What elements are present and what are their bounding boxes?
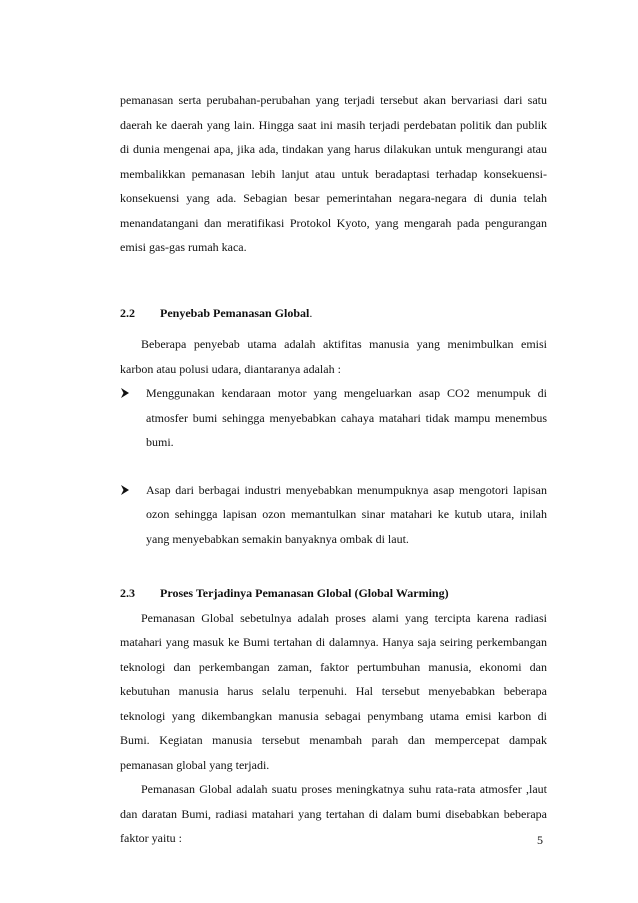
bullet-item <box>120 381 547 455</box>
section-number: 2.3 <box>120 586 135 600</box>
spacer <box>120 260 547 301</box>
section-heading-2-3 <box>120 581 547 606</box>
page-content <box>120 88 547 851</box>
page-number: 5 <box>537 833 543 847</box>
intro-paragraph: pemanasan serta perubahan-perubahan yang terjadi tersebut akan bervariasi dari satu daerah ke daerah yang lain. Hingga saat ini masih terjadi perdebatan politik dan publik di dunia mengenai apa, jika ada, tindakan yang harus dilakukan untuk mengurangi atau membalikkan pemanasan lebih lanjut atau untuk beradaptasi terhadap konsekuensi-konsekuensi yang ada. Sebagian besar pemerintahan negara-negara di dunia telah menandatangani dan meratifikasi Protokol Kyoto, yang mengarah pada pengurangan emisi gas-gas rumah kaca. <box>120 93 547 254</box>
bullet-item <box>120 478 547 552</box>
spacer <box>120 455 547 478</box>
bullet-text: Asap dari berbagai industri menyebabkan menumpuknya asap mengotori lapisan ozon sehingga lapisan ozon memantulkan sinar matahari ke kutub utara, inilah yang menyebabkan semakin banyaknya ombak di laut. <box>146 482 547 546</box>
spacer <box>120 551 547 581</box>
arrow-bullet-icon <box>120 478 134 502</box>
section-number: 2.2 <box>120 305 135 320</box>
arrow-bullet-icon <box>120 381 134 405</box>
bullet-text: Menggunakan kendaraan motor yang mengeluarkan asap CO2 menumpuk di atmosfer bumi sehingga menyebabkan cahaya matahari tidak mampu menembus bumi. <box>146 386 547 449</box>
section-title: Proses Terjadinya Pemanasan Global (Global Warming) <box>160 586 449 600</box>
section-paragraph: Pemanasan Global adalah suatu proses meningkatnya suhu rata-rata atmosfer ,laut dan daratan Bumi, radiasi matahari yang tertahan di dalam bumi disebabkan beberapa faktor yaitu : <box>120 782 547 845</box>
section-title: Penyebab Pemanasan Global <box>160 305 310 320</box>
spacer <box>120 325 547 332</box>
section-title-suffix: . <box>309 305 313 320</box>
section-paragraph: Pemanasan Global sebetulnya adalah proses alami yang tercipta karena radiasi matahari yang masuk ke Bumi tertahan di dalamnya. Hanya saja seiring perkembangan teknologi dan perkembangan zaman, faktor pertumbuhan manusia, ekonomi dan kebutuhan manusia harus selalu terpenuhi. Hal tersebut menyebabkan beberapa teknologi yang dikembangkan manusia sebagai penymbang utama emisi karbon di Bumi. Kegiatan manusia tersebut menambah parah dan mempercepat dampak pemanasan global yang terjadi. <box>120 610 547 772</box>
section-lead-paragraph: Beberapa penyebab utama adalah aktifitas manusia yang menimbulkan emisi karbon atau polusi udara, diantaranya adalah : <box>120 337 547 376</box>
section-heading-2-2 <box>120 301 547 326</box>
